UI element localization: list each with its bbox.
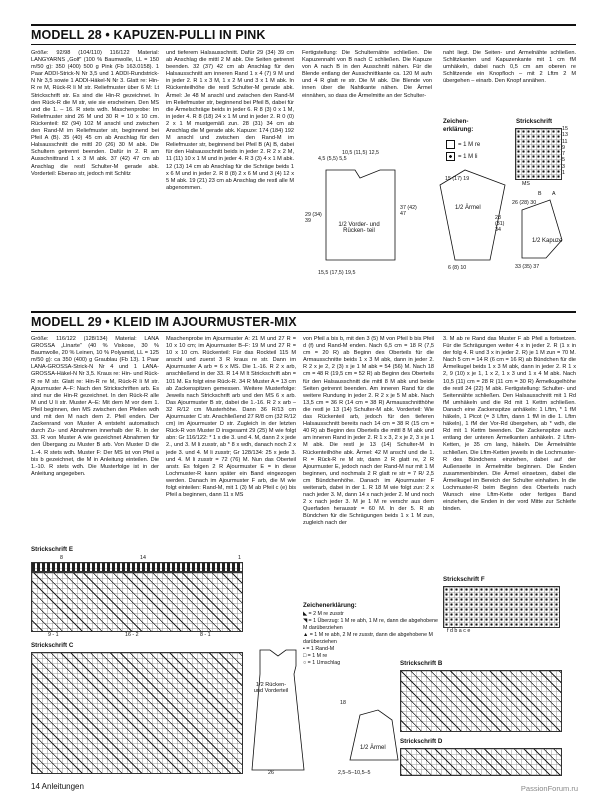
dress-sleeve-label: 1/2 Ärmel (360, 745, 386, 751)
chart-e-grid (31, 562, 243, 572)
model-28-text-col-3: Fertigstellung: Die Schulternähte schließen. Die Kapuzennaht von B nach C schließen. Die Kapuze von A nach B in den Ausschnitt nähen. Für die Blende entlang der Ausschnittkante ca. 120 M aufn und 4 R glatt re str. Die M abk. Die Blende von innen über die Nahtkante nähen. Die Ärmel einnähen, so dass die Ärmelmitte an der Schulter- (302, 50, 432, 99)
dress-sleeve-bottom: 2,5–5–10,5–5 (338, 770, 371, 776)
sleeve-top: 15 (17) 19 (445, 176, 470, 182)
model-28-text-col-1: Größe: 92/98 (104/110) 116/122 Material: LANGYARNS „Golf“ (100 % Baumwolle, LL = 150 m/50 g): 350 (400) 500 g Pink (Fb 163.0158). 1 Paar ADDI-Strick-N Nr 3,5 und 1 ADDI-Rundstrick-N Nr 3,5 sowie 1 ADDI-Häkel-N Nr 3. Glatt re: Hin-R re M, Rück-R li M str. Reliefmuster über 6 M: Lt Strickschrift str. Es sind die Hin-R gezeichnet. In den Rück-R die M str, wie sie erscheinen. Den MS und die 1. – 16. R stets wdh. Maschenprobe: Im Reliefmuster sind 26 M und 30 R = 10 x 10 cm. Rückenteil: 82 (94) 102 M anschl und zwischen den Rand-M im Reliefmuster str, beginnend bei Pfeil A (B). 35 (40) 45 cm ab Anschlag für den Halsausschnitt die mittl 20 (26) 30 M abk. Die Schultern getrennt beenden. Dafür in 2. R am Ausschnittrand 1 x 3 M abk. 37 (42) 47 cm ab Anschlag die restl Schulter-M gerade abk. Vorderteil: Ebenso str, jedoch mit Schlitz (31, 50, 159, 177)
model-29-text-col-4: 3. M ab re Rand das Muster F ab Pfeil a fortsetzen. Für die Schrägungen weiter 4 x in jeder 2. R (1 x in der folg 4. R und 3 x in jeder 2. R) je 1 M zun = 70 M. Nach 5 cm = 14 R (6 cm = 16 R) ab Bündchen für die Ärmelkugel beids 1 x 3 M abk, dann in jeder 2. R 1 x 2, 9 (10) x je 1, 1 x 2, 1 x 3 und 1 x 4 M abk. Nach 10,5 (11) cm = 28 R (11 cm = 30 R) Ärmelkugelhöhe die restl 24 (22) M abk. Fertigstellung: Schulter- und Seitennähte schließen. Den Halsausschnitt mit 1 Rd fM umhäkeln und die Rd mit 1 Kettm schließen. Danach eine Zackenspitze anhäkeln: 1 Lftm, * 1 fM häkeln, 1 Picot (= 3 Lftm, dann 1 fM in die 1. Lftm häkeln), 1 fM der Vor-Rd übergehen, ab * wdh, die Rd mit 1 Kettm beenden. Die Zackenspitze auch entlang der unteren Ärmelkanten anhäkeln. 2 Lftm-Ketten, je 35 cm lang, häkeln. Die Ärmelnähte schließen. Die Lftm-Ketten jeweils in die Lochmuster-R des Bündchens einziehen, dabei auf der Außenseite in Ärmelmitte beginnen. Die Enden zusammenbinden. Die Ärmel einsetzen, dabei die Ärmelkugel im Bereich der Schulter einhalten. In die Lochmuster-R beim Beginn des Oberteils nach Wunsch eine Lftm-Kette oder fertiges Band einziehen, die Enden in der vord Mitte zur Schleife binden. (443, 336, 576, 513)
model-28-text-col-4: naht liegt. Die Seiten- und Ärmelnähte schließen. Schlitzkanten und Kapuzenkante mit 1 cm fM umhäkeln, dabei nach 0,5 cm am oberen re Schlitzende ein Knopfloch – mit 2 Lftm 2 M übergehen – einarb. Den Knopf annähen. (443, 50, 576, 85)
header-rule (31, 331, 576, 332)
chart-b-title: Strickschrift B (400, 660, 443, 667)
model-28-schematics (300, 140, 590, 290)
model-29-text-col-1: Größe: 116/122 (128/134) Material: LANA GROSSA „Linarte“ (40 % Viskose, 30 % Baumwolle, 20 % Leinen, 10 % Polyamid, LL = 125 m/50 g): ca 350 (400) g Graublau (Fb 13). 1 Paar LANA-GROSSA-Strick-N Nr 4 und 1 LANA-GROSSA-Häkel-N Nr 3,5. Kraus re: Hin- und Rück-R re M str. Glatt re: Hin-R re M, Rück-R li M str. Ajourmuster A–F: Nach den Strickschriften arb. Es sind nur die Hin-R gezeichnet. In den Rück-R alle M und U li str. Muster A–E: Mit dem M vor dem 1. Pfeil beginnen, den MS zwischen den Pfeilen wdh und mit den M nach dem 2. Pfeil enden. Der Zackenrand von Muster A entsteht automatisch durch Zu- und Abnahmen innerhalb der R. In der 33. R von Muster A wie gezeichnet Abnahmen für den Übergang zu Muster B arb. Von Muster D die 1.-4. R stets wdh. Muster F: Der MS ist von Pfeil a bis b gezeichnet, die M in Anleitung einteilen. Die 1.-10. R stets wdh. Die Musterfolge ist in der Anleitung angegeben. (31, 336, 159, 477)
page-footer: 14 Anleitungen (31, 782, 84, 791)
dim-top: 4,5 (5,5) 5,5 (318, 156, 347, 162)
sleeve-label: 1/2 Ärmel (455, 205, 481, 211)
front-back-shape (326, 170, 395, 260)
watermark: PassionForum.ru (520, 784, 578, 793)
dim-w1: 10,5 (11,5) 12,5 (342, 150, 380, 156)
chart-28-row-numbers: 15 13 11 9 7 5 3 1 (562, 126, 568, 177)
chart-28-ms-label: MS (522, 181, 530, 187)
legend-purl: = 1 M li (446, 152, 478, 161)
dim-bottom: 15,5 (17,5) 19,5 (318, 270, 356, 276)
front-back-label: 1/2 Vorder- und Rücken- teil (338, 222, 380, 234)
chart-f-arrows: f d b a c e (447, 628, 471, 634)
chart-d-title: Strickschrift D (400, 738, 443, 745)
chart-28-arrow-a: A (552, 191, 556, 197)
hood-top: 26 (28) 30 (512, 200, 537, 206)
legend-29-title: Zeichenerklärung: (303, 602, 357, 609)
legend-knit: = 1 M re (446, 140, 480, 149)
model-29-text-col-3: von Pfeil a bis b, mit den 3 (5) M von Pfeil b bis Pfeil d (f) und Rand-M enden. Nach 6,5 cm = 18 R (7,5 cm = 20 R) ab Beginn des Oberteils für die Armausschnitte beids 1 x 3 M abk, dann in jeder 2. R 2 x je 2, 2 (3) x je 1 M abk = 54 (56) M. Nach 18 cm = 48 R (19,5 cm = 52 R) ab Beginn des Oberteils für den Halsausschnitt die mittl 8 M abk und beide Seiten getrennt beenden. Am inneren Rand für die weitere Rundung in jeder 2. R 2 x je 5 M abk. Nach 13,5 cm = 36 R (14 cm = 38 R) Armausschnitthöhe die restl je 13 (14) Schulter-M abk. Vorderteil: Wie das Rückenteil arb, jedoch für den tieferen Halsausschnitt bereits nach 14 cm = 38 R (15 cm = 40 R) ab Beginn des Oberteils die mittl 8 M abk und am inneren Rand in jeder 2. R 1 x 3, 2 x je 2, 3 x je 1 M abk. Die restl je 13 (14) Schulter-M in Rückenteilhöhe abk. Ärmel: 42 M anschl und die 1. R = Rück-R re M str, dann 2 R glatt re, 2 R Ajourmuster E, jedoch nach der Rand-M nur mit 1 M beginnen, und nochmals 2 R glatt re str = 7 R/ 2,5 cm Bündchenhöhe. Danach im Ajourmuster F weiterarb, dabei in der 1. R 18 M wie folgt zun: 2 x nach jeder 3. M, dann 14 x nach jeder 2. M und noch 2 x nach jeder 3. M je 1 M re verschr aus dem Querfaden herausstr = 60 M. In der 5. R ab Bündchen für die Schrägungen beids 1 x 1 M zun, zugleich nach der (303, 336, 434, 527)
header-rule (31, 24, 576, 26)
chart-f-grid (443, 586, 560, 628)
dress-sleeve-top: 18 (340, 700, 346, 706)
hood-label: 1/2 Kapuze (532, 238, 563, 244)
chart-b-grid (400, 670, 562, 732)
magazine-page: MODELL 28 • KAPUZEN-PULLI IN PINK Größe: 92/98 (104/110) 116/122 Material: LANGYARNS „Golf“ (100 % Baumwolle, LL = 150 m/50 g): 350 (400) 500 g Pink (Fb 163.0158). 1 Paar ADDI-Strick-N Nr 3,5 und 1 ADDI-Rundstrick-N Nr 3,5 sowie 1 ADDI-Häkel-N Nr 3. Glatt re: Hin-R re M, Rück-R li M str. Reliefmuster über 6 M: Lt Strickschrift str. Es sind die Hin-R gezeichnet. In den Rück-R die M str, wie sie erscheinen. Den MS und die 1. – 16. R stets wdh. Maschenprobe: Im Reliefmuster sind 26 M und 30 R = 10 x 10 cm. Rückenteil: 82 (94) 102 M anschl und zwischen den Rand-M im Reliefmuster str, beginnend bei Pfeil A (B). 35 (40) 45 cm ab Anschlag für den Halsausschnitt die mittl 20 (26) 30 M abk. Die Schultern getrennt beenden. Dafür in 2. R am Ausschnittrand 1 x 3 M abk. 37 (42) 47 cm ab Anschlag die restl Schulter-M gerade abk. Vorderteil: Ebenso str, jedoch mit Schlitz und tieferem Halsausschnitt. Dafür 29 (34) 39 cm ab Anschlag die mittl 2 M abk. Die Seiten getrennt beenden. 32 (37) 42 cm ab Anschlag für den Halsausschnitt am inneren Rand 1 x 4 (7) 9 M und in jeder 2. R 1 x 3 M, 1 x 2 M und 3 x 1 M abk. In Rückenteilhöhe die restl Schulter-M gerade abk. Ärmel: Je 48 M anschl und zwischen den Rand-M im Reliefmuster str, beginnend bei Pfeil B, dabei für die Ärmelschräge beids in jeder 6. R 8 (3) 0 x 1 M, in jeder 4. R 8 (18) 24 x 1 M und in jeder 2. R 0 (0) 2 x 1 M mustgemäß zun. 28 (31) 34 cm ab Anschlag die M gerade abk. Kapuze: 174 (184) 192 M anschl und zwischen den Rand-M im Reliefmuster str, beginnend bei Pfeil B (A) B, dabei für den Halsausschnitt beids in jeder 2. R 2 x 2 M, 11 (11) 10 x 1 M und in jeder 4. R 3 (3) 4 x 1 M abk. 12 (13) 14 cm ab Anschlag für die Schräge beids 1 x 6 M und in jeder 2. R 8 (8) 2 x 6 M und 3 (4) 12 x 5 M abk. 19 (21) 23 cm ab Anschlag die restl alle M abgenommen. Fertigstellung: Die Schulternähte schließen. Die Kapuzennaht von B nach C schließen. Die Kapuze von A nach B in den Ausschnitt nähen. Für die Blende entlang der Ausschnittkante ca. 120 M aufn und 4 R glatt re str. Die M abk. Die Blende von innen über die Nahtkante nähen. Die Ärmel einnähen, so dass die Ärmelmitte an der Schulter- naht liegt. Die Seiten- und Ärmelnähte schließen. Schlitzkanten und Kapuzenkante mit 1 cm fM umhäkeln, dabei nach 0,5 cm am oberen re Schlitzende ein Knopfloch – mit 2 Lftm 2 M übergehen – einarb. Den Knopf annähen. Zeichen-erklärung: = 1 M re = 1 M li Strickschrift 15 13 11 9 7 5 3 1 MS B A 1/2 Vorder- und Rücken- teil 4,5 (5,5) 5,5 10,5 (11,5) 12,5 29 (34) 39 37 (42) 47 15,5 (17,5) 19,5 1/2 Ärmel 15 (17) 19 28 (31) 34 6 (8) 10 26 (28) 30 1/2 Kapuze 33 (35) 37 MODELL 29 • KLEID IM AJOURMUSTER-MIX Größe: 116/122 (128/134) Material: LANA GROSSA „Linarte“ (40 % Viskose, 30 % Baumwolle, 20 % Leinen, 10 % Polyamid, LL = 125 m/50 g): ca 350 (400) g Graublau (Fb 13). 1 Paar LANA-GROSSA-Strick-N Nr 4 und 1 LANA-GROSSA-Häkel-N Nr 3,5. Kraus re: Hin- und Rück-R re M str. Glatt re: Hin-R re M, Rück-R li M str. Ajourmuster A–F: Nach den Strickschriften arb. Es sind nur die Hin-R gezeichnet. In den Rück-R alle M und U li str. Muster A–E: Mit dem M vor dem 1. Pfeil beginnen, den MS zwischen den Pfeilen wdh und mit den M nach dem 2. Pfeil enden. Der Zackenrand von Muster A entsteht automatisch durch Zu- und Abnahmen innerhalb der R. In der 33. R von Muster A wie gezeichnet Abnahmen für den Übergang zu Muster B arb. Von Muster D die 1.-4. R stets wdh. Muster F: Der MS ist von Pfeil a bis b gezeichnet, die M in Anleitung einteilen. Die 1.-10. R stets wdh. Die Musterfolge ist in der Anleitung angegeben. Maschenprobe im Ajourmuster A: 21 M und 27 R = 10 x 10 cm; im Ajourmuster B–F: 19 M und 27 R = 10 x 10 cm. Rückenteil: Für das Rockteil 115 M anschl und zuerst 3 R kraus re str. Dann im Ajourmuster A arb = 6 x MS. Die 1.-16. R 2 x arb, anschließend in der 33. R 14 M lt Strickschrift abn = 101 M. Es folgt eine Rück-R. 34 R Muster A = 13 cm ab Zackenspitzen gemessen. Weitere Musterfolge: Jeweils nach Strickschrift arb und den MS 6 x arb. Das Ajourmuster B str, dabei die 1.-16. R 2 x arb – 32 R/12 cm Musterhöhe. Dann 36 R/13 cm Ajourmuster C str. Anschließend 27 R/8 cm (32 R/12 cm) im Ajourmuster D str. Zugleich in der letzten Rück-R von Muster D insgesamt 29 (25) M wie folgt abn: Gr 116/122: * 1 x die 3. und 4. M, dann 2 x jede 2., und 3. M li zusstr, ab * 8 x wdh, danach noch 2 x jede 3. und 4. M li zusstr; Gr 128/134: 25 x jede 3. und 4. M li zusstr = 72 (76) M. Nun das Oberteil anstr. Es folgen 2 R Ajourmuster E = in diese Lochmuster-R kann später ein Band eingezogen werden. Danach im Ajourmuster F arb, die M wie folgt einteilen: Rand-M, mit 1 (3) M ab Pfeil c (e) bis Pfeil a beginnen, dann 11 x MS von Pfeil a bis b, mit den 3 (5) M von Pfeil b bis Pfeil d (f) und Rand-M enden. Nach 6,5 cm = 18 R (7,5 cm = 20 R) ab Beginn des Oberteils für die Armausschnitte beids 1 x 3 M abk, dann in jeder 2. R 2 x je 2, 2 (3) x je 1 M abk = 54 (56) M. Nach 18 cm = 48 R (19,5 cm = 52 R) ab Beginn des Oberteils für den Halsausschnitt die mittl 8 M abk und beide Seiten getrennt beenden. Am inneren Rand für die weitere Rundung in jeder 2. R 2 x je 5 M abk. Nach 13,5 cm = 36 R (14 cm = 38 R) Armausschnitthöhe die restl je 13 (14) Schulter-M abk. Vorderteil: Wie das Rückenteil arb, jedoch für den tieferen Halsausschnitt bereits nach 14 cm = 38 R (15 cm = 40 R) ab Beginn des Oberteils die mittl 8 M abk und am inneren Rand in jeder 2. R 1 x 3, 2 x je 2, 3 x je 1 M abk. Die restl je 13 (14) Schulter-M in Rückenteilhöhe abk. Ärmel: 42 M anschl und die 1. R = Rück-R re M str, dann 2 R glatt re, 2 R Ajourmuster E, jedoch nach der Rand-M nur mit 1 M beginnen, und nochmals 2 R glatt re str = 7 R/ 2,5 cm Bündchenhöhe. Danach im Ajourmuster F weiterarb, dabei in der 1. R 18 M wie folgt zun: 2 x nach jeder 3. M, dann 14 x nach jeder 2. M und noch 2 x nach jeder 3. M je 1 M re verschr aus dem Querfaden herausstr = 60 M. In der 5. R ab Bündchen für die Schrägungen beids 1 x 1 M zun, zugleich nach der 3. M ab re Rand das Muster F ab Pfeil a fortsetzen. Für die Schrägungen weiter 4 x in jeder 2. R (1 x in der folg 4. R und 3 x in jeder 2. R) je 1 M zun = 70 M. Nach 5 cm = 14 R (6 cm = 16 R) ab Bündchen für die Ärmelkugel beids 1 x 3 M abk, dann in jeder 2. R 1 x 2, 9 (10) x je 1, 1 x 2, 1 x 3 und 1 x 4 M abk. Nach 10,5 (11) cm = 28 R (11 cm = 30 R) Ärmelkugelhöhe die restl 24 (22) M abk. Fertigstellung: Schulter- und Seitennähte schließen. Den Halsausschnitt mit 1 Rd fM umhäkeln und die Rd mit 1 Kettm schließen. Danach eine Zackenspitze anhäkeln: 1 Lftm, * 1 fM häkeln, 1 Picot (= 3 Lftm, dann 1 fM in die 1. Lftm häkeln), 1 fM der Vor-Rd übergehen, ab * wdh, die Rd mit 1 Kettm beenden. Die Zackenspitze auch entlang der unteren Ärmelkanten anhäkeln. 2 Lftm-Ketten, je 35 cm lang, häkeln. Die Ärmelnähte schließen. Die Lftm-Ketten jeweils in die Lochmuster-R des Bündchens einziehen, dabei auf der Außenseite in Ärmelmitte beginnen. Die Enden zusammenbinden. Die Ärmel einsetzen, dabei die Ärmelkugel im Bereich der Schulter einhalten. In die Lochmuster-R beim Beginn des Oberteils nach Wunsch eine Lftm-Kette oder fertiges Band einziehen, die Enden in der vord Mitte zur Schleife binden. Strickschrift E 8 14 1 9 - 1 16 - 2 8 - 1 Strickschrift C 1/2 Rücken- und Vorderteil 26 18 1/2 Ärmel 2,5–5–10,5–5 Zeichenerklärung: ◣ = 2 M re zusstr ◥ = 1 Überzug: 1 M re abh, 1 M re, dann die abgehobene M darüberziehen ▲ = 1 M re abh, 2 M re zusstr, dann die abgehobene M darüberziehen ▪ = 1 Rand-M □ = 1 M re ○ = 1 Umschlag Strickschrift B Strickschrift F f d b a c e Strickschrift D 14 Anleitungen PassionForum.ru (0, 0, 600, 800)
legend-title: Zeichen-erklärung: (443, 118, 474, 133)
header-rule (31, 311, 576, 313)
dress-shape (252, 650, 304, 770)
sleeve-bottom: 6 (8) 10 (448, 265, 467, 271)
dim-side2: 37 (42) 47 (400, 205, 417, 217)
chart-a-grid (31, 572, 243, 632)
model-28-heading: MODELL 28 • KAPUZEN-PULLI IN PINK (31, 28, 266, 42)
header-rule (31, 44, 576, 45)
legend-29-list: ◣ = 2 M re zusstr ◥ = 1 Überzug: 1 M re abh, 1 M re, dann die abgehobene M darüberziehen ▲ = 1 M re abh, 2 M re zusstr, dann die abgehobene M darüberziehen ▪ = 1 Rand-M □ = 1 M re ○ = 1 Umschlag (303, 611, 438, 666)
dress-sleeve-shape (350, 710, 398, 760)
sleeve-side: 28 (31) 34 (495, 215, 505, 233)
model-29-text-col-2: Maschenprobe im Ajourmuster A: 21 M und 27 R = 10 x 10 cm; im Ajourmuster B–F: 19 M und 27 R = 10 x 10 cm. Rückenteil: Für das Rockteil 115 M anschl und zuerst 3 R kraus re str. Dann im Ajourmuster A arb = 6 x MS. Die 1.-16. R 2 x arb, anschließend in der 33. R 14 M lt Strickschrift abn = 101 M. Es folgt eine Rück-R. 34 R Muster A = 13 cm ab Zackenspitzen gemessen. Weitere Musterfolge: Jeweils nach Strickschrift arb und den MS 6 x arb. Das Ajourmuster B str, dabei die 1.-16. R 2 x arb – 32 R/12 cm Musterhöhe. Dann 36 R/13 cm Ajourmuster C str. Anschließend 27 R/8 cm (32 R/12 cm) im Ajourmuster D str. Zugleich in der letzten Rück-R von Muster D insgesamt 29 (25) M wie folgt abn: Gr 116/122: * 1 x die 3. und 4. M, dann 2 x jede 2., und 3. M li zusstr, ab * 8 x wdh, danach noch 2 x jede 3. und 4. M li zusstr; Gr 128/134: 25 x jede 3. und 4. M li zusstr = 72 (76) M. Nun das Oberteil anstr. Es folgen 2 R Ajourmuster E = in diese Lochmuster-R kann später ein Band eingezogen werden. Danach im Ajourmuster F arb, die M wie folgt einteilen: Rand-M, mit 1 (3) M ab Pfeil c (e) bis Pfeil a beginnen, dann 11 x MS (166, 336, 296, 499)
chart-28-title: Strickschrift (516, 118, 553, 125)
dress-label: 1/2 Rücken- und Vorderteil (253, 682, 289, 694)
dim-side1: 29 (34) 39 (305, 212, 322, 224)
chart-d-grid (400, 748, 562, 776)
chart-f-title: Strickschrift F (443, 576, 485, 583)
chart-28-arrow-b: B (538, 191, 542, 197)
dress-bottom: 26 (268, 770, 274, 776)
model-28-text-col-2: und tieferem Halsausschnitt. Dafür 29 (34) 39 cm ab Anschlag die mittl 2 M abk. Die Seiten getrennt beenden. 32 (37) 42 cm ab Anschlag für den Halsausschnitt am inneren Rand 1 x 4 (7) 9 M und in jeder 2. R 1 x 3 M, 1 x 2 M und 3 x 1 M abk. In Rückenteilhöhe die restl Schulter-M gerade abk. Ärmel: Je 48 M anschl und zwischen den Rand-M im Reliefmuster str, beginnend bei Pfeil B, dabei für die Ärmelschräge beids in jeder 6. R 8 (3) 0 x 1 M, in jeder 4. R 8 (18) 24 x 1 M und in jeder 2. R 0 (0) 2 x 1 M mustgemäß zun. 28 (31) 34 cm ab Anschlag die M gerade abk. Kapuze: 174 (184) 192 M anschl und zwischen den Rand-M im Reliefmuster str, beginnend bei Pfeil B (A) B, dabei für den Halsausschnitt beids in jeder 2. R 2 x 2 M, 11 (11) 10 x 1 M und in jeder 4. R 3 (3) 4 x 1 M abk. 12 (13) 14 cm ab Anschlag für die Schräge beids 1 x 6 M und in jeder 2. R 8 (8) 2 x 6 M und 3 (4) 12 x 5 M abk. 19 (21) 23 cm ab Anschlag die restl alle M abgenommen. (166, 50, 294, 191)
hood-shape (522, 200, 562, 258)
chart-c-title: Strickschrift C (31, 642, 74, 649)
hood-bottom: 33 (35) 37 (515, 264, 540, 270)
model-29-heading: MODELL 29 • KLEID IM AJOURMUSTER-MIX (31, 315, 297, 329)
chart-e-title: Strickschrift E (31, 546, 73, 553)
chart-c-grid (31, 652, 243, 774)
